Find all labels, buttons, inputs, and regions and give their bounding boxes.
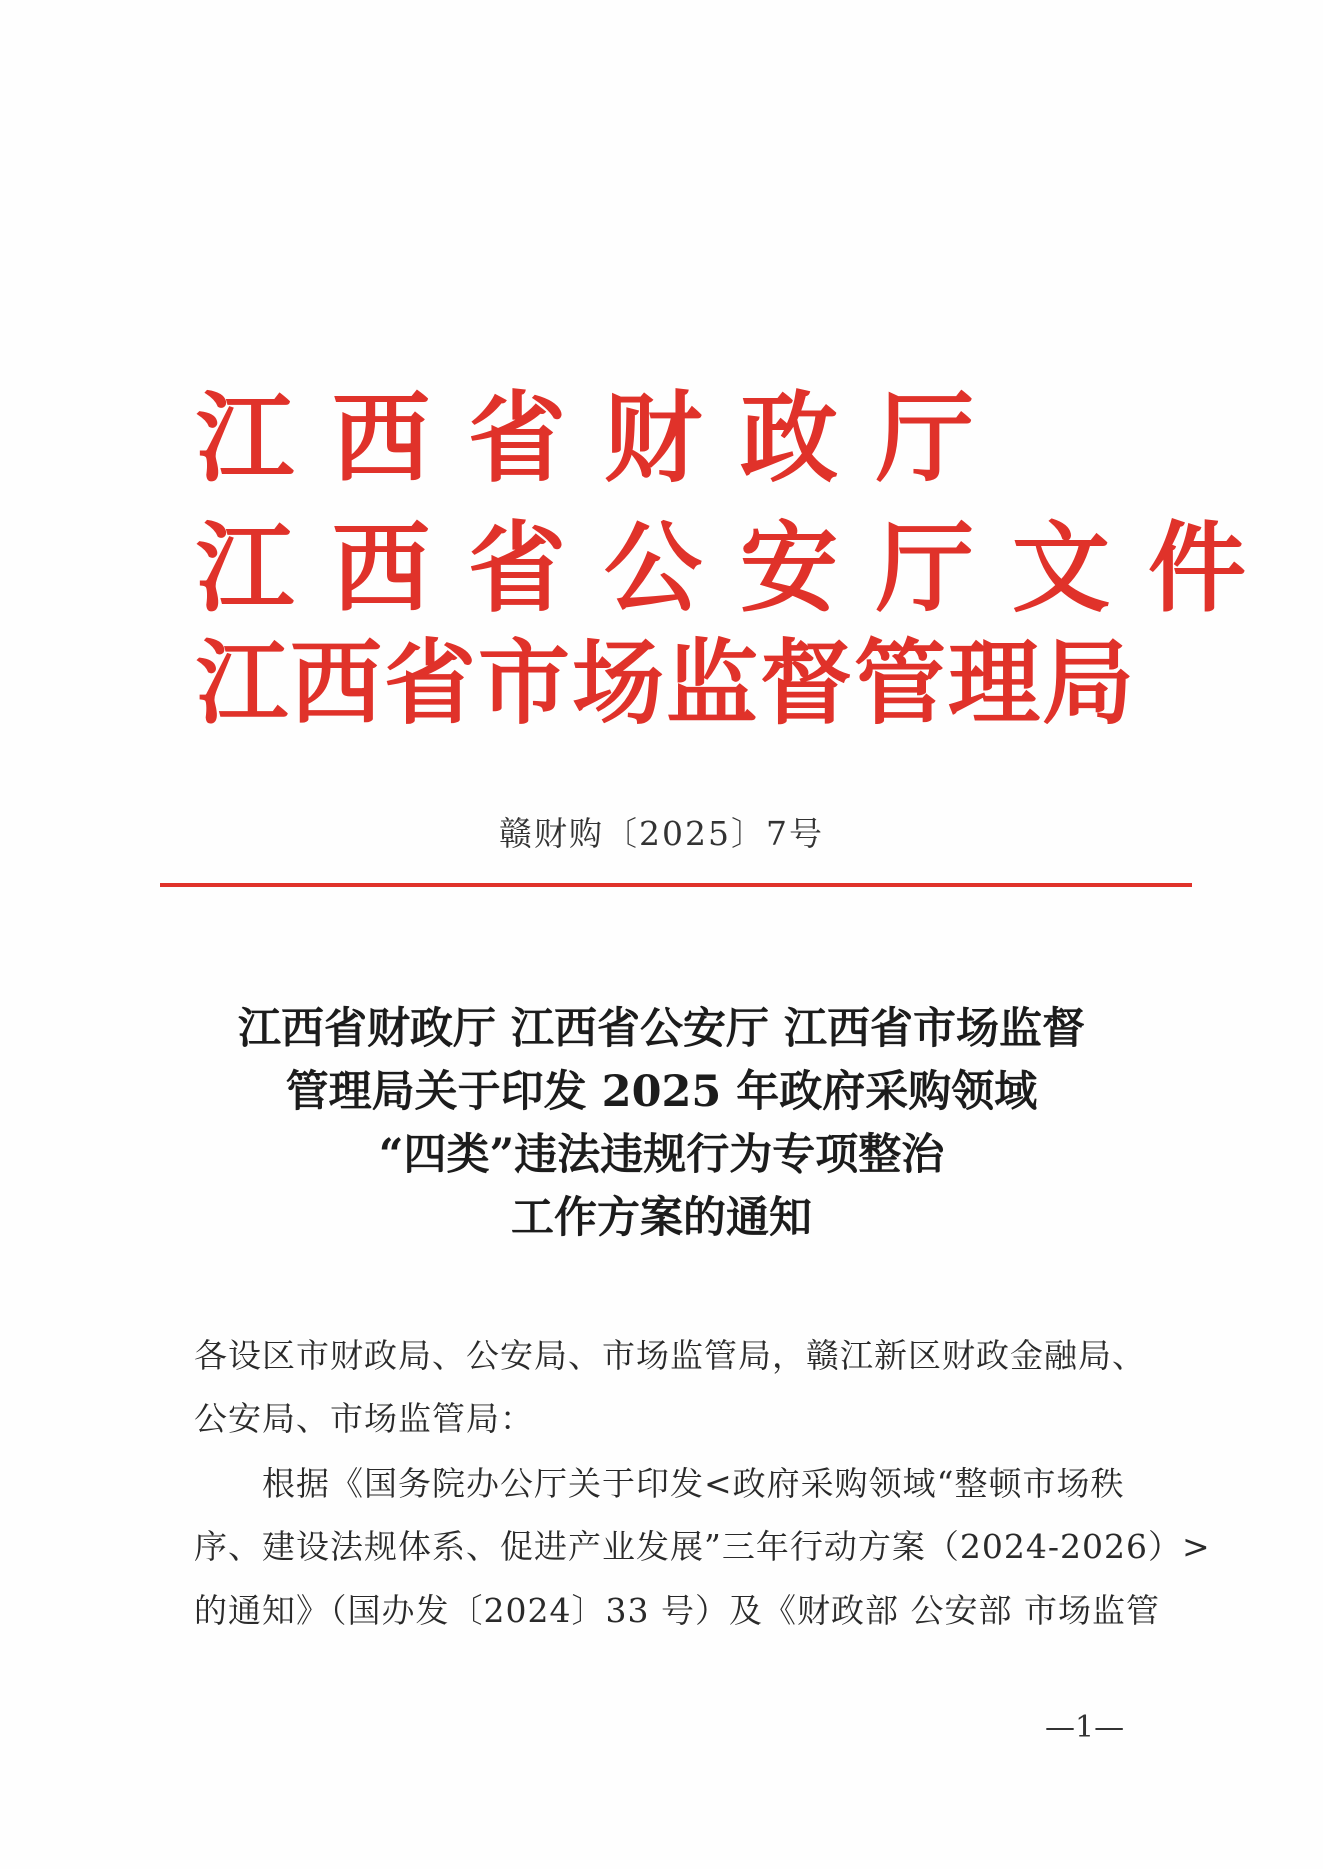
issuer-line-finance: 江西省财政厅 <box>196 381 1013 496</box>
red-separator-line <box>160 883 1192 887</box>
body-line-2: 公安局、市场监管局： <box>194 1399 534 1438</box>
body-line-4: 序、建设法规体系、促进产业发展”三年行动方案（2024-2026）> <box>194 1527 1211 1566</box>
body-line-1: 各设区市财政局、公安局、市场监管局，赣江新区财政金融局、 <box>194 1336 1146 1375</box>
title-line-2: 管理局关于印发 2025 年政府采购领域 <box>285 1067 1038 1117</box>
issuer-line-public-security: 江西省公安厅文件 <box>196 511 1285 626</box>
page-number: —1— <box>1045 1710 1125 1745</box>
document-number: 赣财购〔2025〕7号 <box>499 814 824 853</box>
body-line-5: 的通知》（国办发〔2024〕33 号）及《财政部 公安部 市场监管 <box>194 1591 1160 1630</box>
body-line-3: 根据《国务院办公厅关于印发<政府采购领域“整顿市场秩 <box>262 1464 1125 1503</box>
document-title <box>0 998 1323 1250</box>
title-line-1: 江西省财政厅 江西省公安厅 江西省市场监督 <box>238 1004 1085 1054</box>
issuer-line-market-regulation: 江西省市场监督管理局 <box>196 629 1137 737</box>
title-line-4: 工作方案的通知 <box>511 1193 812 1243</box>
title-line-3: “四类”违法违规行为专项整治 <box>378 1130 945 1180</box>
